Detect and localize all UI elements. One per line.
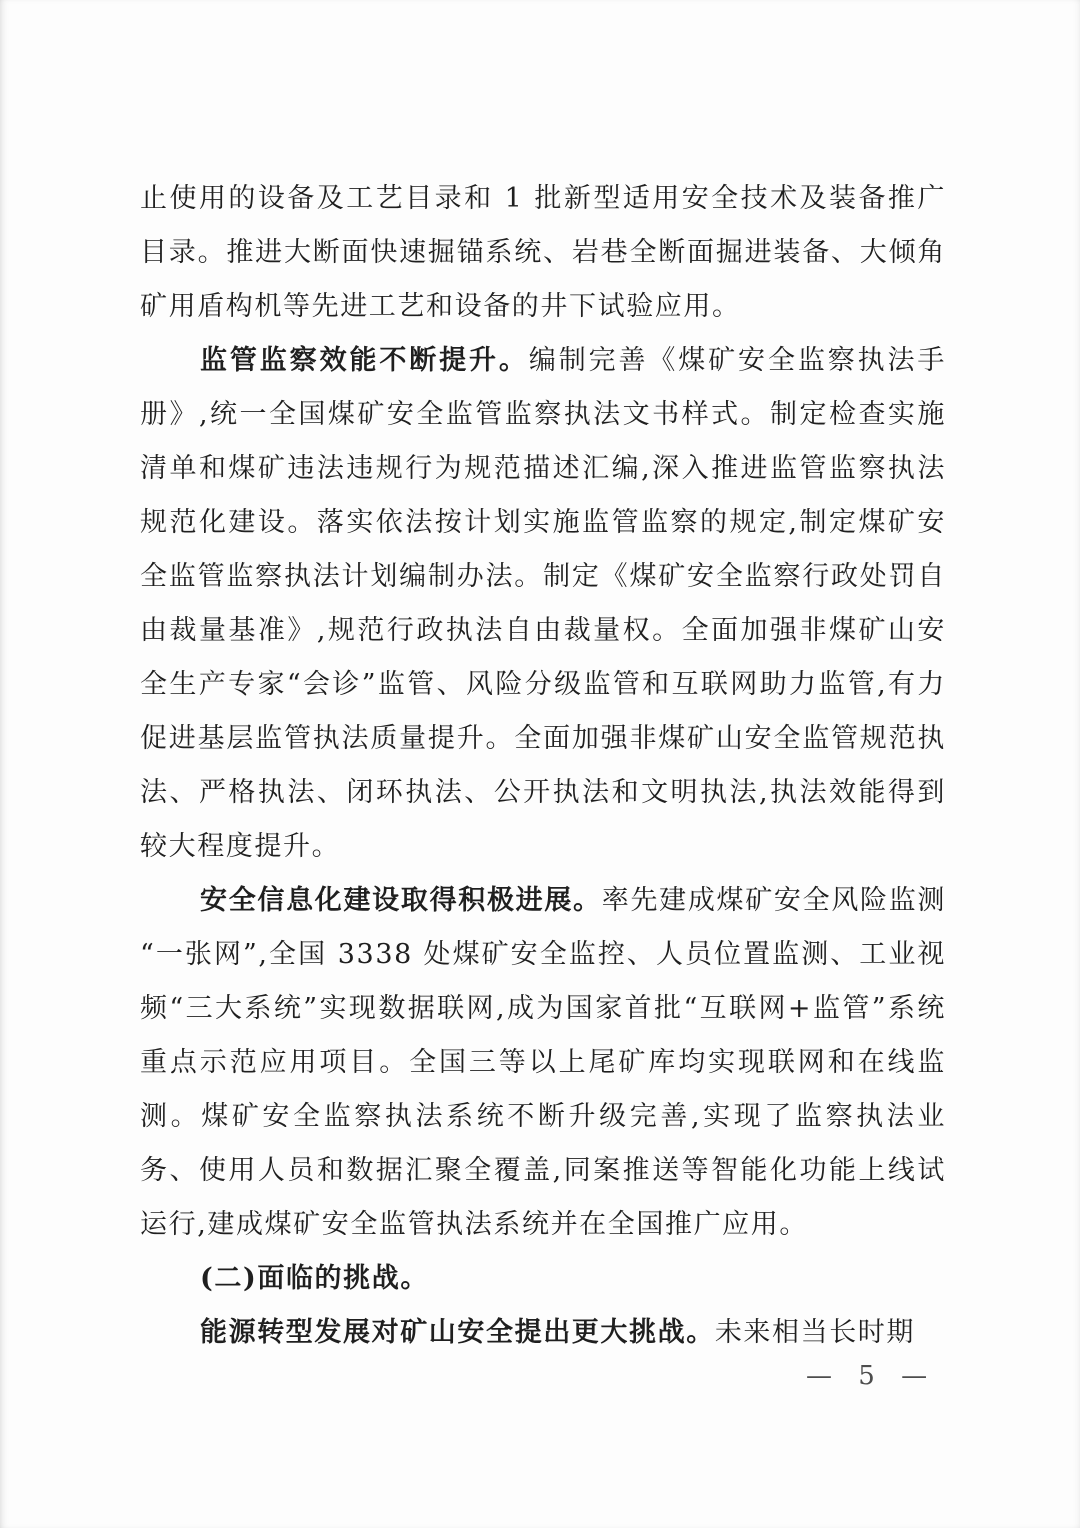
paragraph-supervision-efficiency bbox=[140, 334, 946, 874]
paragraph-energy-transition bbox=[140, 1306, 946, 1360]
document-body bbox=[140, 172, 946, 1360]
paragraph-text: 未来相当长时期 bbox=[714, 1317, 916, 1348]
paragraph-lead: 监管监察效能不断提升。 bbox=[200, 345, 529, 376]
paragraph-safety-informatization bbox=[140, 874, 946, 1252]
paragraph-text: 率先建成煤矿安全风险监测“一张网”,全国 3338 处煤矿安全监控、人员位置监测、工业视频“三大系统”实现数据联网,成为国家首批“互联网+监管”系统重点示范应用项目。全国三等以上尾矿库均实现联网和在线监测。煤矿安全监察执法系统不断升级完善,实现了监察执法业务、使用人员和数据汇聚全覆盖,同案推送等智能化功能上线试运行,建成煤矿安全监管执法系统并在全国推广应用。 bbox=[140, 885, 947, 1240]
page-number: — 5 — bbox=[806, 1361, 929, 1391]
section-heading-text: (二)面临的挑战。 bbox=[200, 1263, 429, 1294]
paragraph-text: 编制完善《煤矿安全监察执法手册》,统一全国煤矿安全监管监察执法文书样式。制定检查实施清单和煤矿违法违规行为规范描述汇编,深入推进监管监察执法规范化建设。落实依法按计划实施监管监察的规定,制定煤矿安全监管监察执法计划编制办法。制定《煤矿安全监察行政处罚自由裁量基准》,规范行政执法自由裁量权。全面加强非煤矿山安全生产专家“会诊”监管、风险分级监管和互联网助力监管,有力促进基层监管执法质量提升。全面加强非煤矿山安全监管规范执法、严格执法、闭环执法、公开执法和文明执法,执法效能得到较大程度提升。 bbox=[140, 345, 946, 862]
paragraph-continuation bbox=[140, 172, 946, 334]
paragraph-lead: 能源转型发展对矿山安全提出更大挑战。 bbox=[200, 1317, 715, 1348]
paragraph-text: 止使用的设备及工艺目录和 1 批新型适用安全技术及装备推广目录。推进大断面快速掘锚系统、岩巷全断面掘进装备、大倾角矿用盾构机等先进工艺和设备的井下试验应用。 bbox=[140, 183, 946, 322]
paragraph-lead: 安全信息化建设取得积极进展。 bbox=[200, 885, 602, 916]
section-heading-challenges bbox=[140, 1252, 946, 1306]
